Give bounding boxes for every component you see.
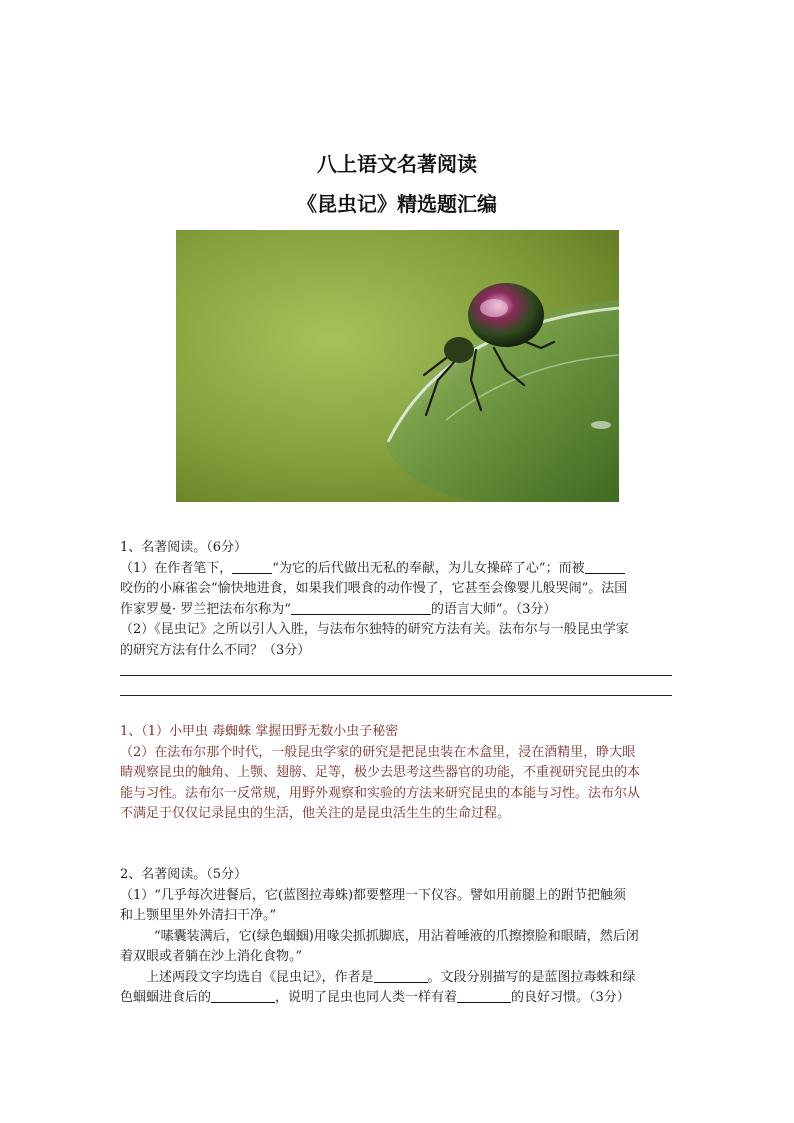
answer-1-line: 1、（1）小甲虫 毒蜘蛛 掌握田野无数小虫子秘密 [120,724,399,739]
beetle-photo [176,230,619,502]
question-2-line: 着双眼或者躺在沙上消化食物。” [120,949,303,964]
answer-line[interactable] [120,675,672,676]
beetle-illustration [176,230,619,502]
question-2-line [120,988,676,1009]
question-1-line: （2）《昆虫记》之所以引人入胜，与法布尔独特的研究方法有关。法布尔与一般昆虫学家 [120,622,629,637]
answer-1-line: 能与习性。法布尔一反常规，用野外观察和实验的方法来研究昆虫的本能与习性。法布尔从 [120,785,641,801]
question-2-heading: 2、名著阅读。（5分） [120,867,248,882]
question-2-text: 。文段分别描写的是蓝图拉毒蛛和绿 [427,969,636,985]
question-2-text: 色蝈蝈进食后的 [120,990,212,1005]
answer-blank[interactable] [211,988,275,1003]
answer-blank[interactable] [374,968,428,983]
question-2-line: 和上颚里里外外清扫干净。” [120,908,277,923]
question-2-text: ，说明了昆虫也同人类一样有着 [275,990,458,1005]
answer-line[interactable] [120,695,672,696]
question-1-line: 的研究方法有什么不同？（3分） [120,642,311,658]
answer-1 [120,722,676,825]
answer-1-line: （2）在法布尔那个时代，一般昆虫学家的研究是把昆虫装在木盒里，浸在酒精里，睁大眼 [120,744,636,760]
question-1-line [120,559,676,580]
question-1-text: （1）在作者笔下， [120,560,233,576]
question-1-text: “为它的后代做出无私的奉献，为儿女操碎了心”；而被 [272,560,585,576]
question-1-line [120,600,676,621]
answer-blank[interactable] [291,600,431,615]
page-title: 八上语文名著阅读 [317,152,477,176]
question-1-text: 的语言大师”。（3分） [430,601,557,617]
question-1-heading: 1、名著阅读。（6分） [120,540,248,555]
question-1 [120,538,676,661]
question-1-line: 咬伤的小麻雀会“愉快地进食，如果我们喂食的动作慢了，它甚至会像婴儿般哭闹”。法国 [120,581,628,596]
answer-1-line: 睛观察昆虫的触角、上颚、翅膀、足等，极少去思考这些器官的功能，不重视研究昆虫的本 [120,765,641,780]
answer-blank[interactable] [457,988,511,1003]
answer-blank[interactable] [585,559,625,574]
question-2-text: 的良好习惯。（3分） [511,990,630,1005]
question-2-line [120,968,676,989]
answer-1-line: 不满足于仅仅记录昆虫的生活，他关注的是昆虫活生生的生命过程。 [120,806,511,821]
question-2-text: 上述两段文字均选自《昆虫记》，作者是 [146,969,374,985]
question-1-text: 作家罗曼· 罗兰把法布尔称为“ [120,601,291,617]
question-2-line: （1）“几乎每次进餐后，它(蓝图拉毒蛛)都要整理一下仪容。譬如用前腿上的跗节把触须 [120,887,627,903]
question-2-line: “嗉囊装满后，它(绿色蝈蝈)用喙尖抓抓脚底，用沾着唾液的爪擦擦脸和眼睛，然后闭 [154,928,639,944]
page-subtitle: 《昆虫记》精选题汇编 [297,192,497,216]
question-2 [120,865,676,1009]
answer-blank[interactable] [232,559,272,574]
